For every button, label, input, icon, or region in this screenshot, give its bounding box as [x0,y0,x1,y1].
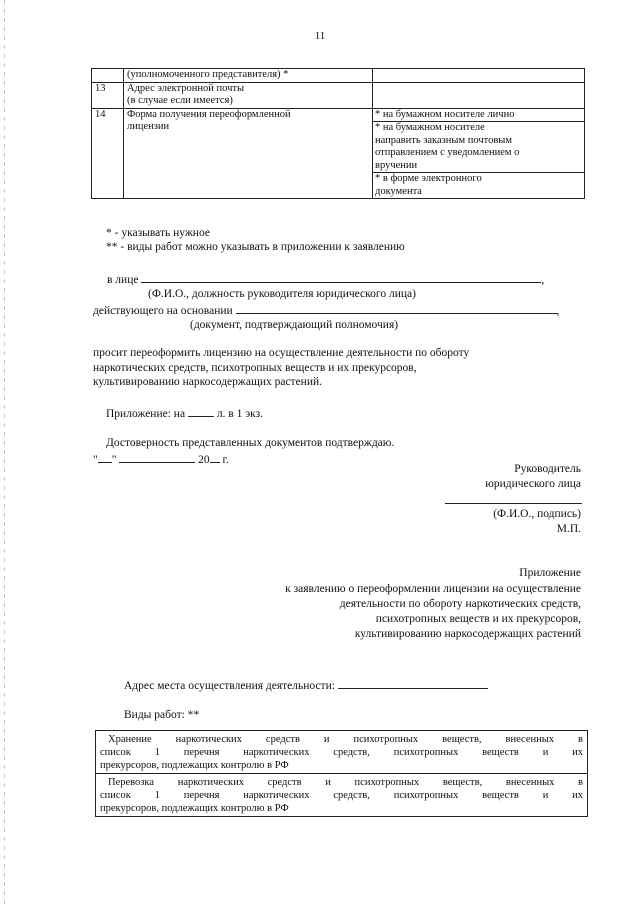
confirmation-text: Достоверность представленных документов подтверждаю. [106,437,395,449]
option-line: * на бумажном носителе лично [375,108,515,120]
appendix-line: к заявлению о переоформлении лицензии на осуществление [285,583,581,595]
works-table [95,730,588,817]
attachment-label: Приложение: на [106,408,186,420]
works-line: прекурсоров, подлежащих контролю в РФ [100,803,289,814]
table-row [92,82,585,108]
table-row [92,69,585,83]
row-label-line: Адрес электронной почты [127,82,245,94]
row-label [124,82,373,108]
signature-field[interactable] [445,503,582,504]
works-line: прекурсоров, подлежащих контролю в РФ [100,760,289,771]
row-label [124,108,373,199]
signature-caption: (Ф.И.О., подпись) [493,508,581,520]
stamp-label: М.П. [556,523,581,535]
option-line: направить заказным почтовым [375,134,512,146]
in-person-comma: , [541,274,545,286]
works-row-transport[interactable] [96,773,587,816]
row-number [92,69,124,83]
page-number: 11 [314,30,326,42]
footnote-select: * - указывать нужное [106,227,210,239]
option-line: вручении [375,159,418,171]
application-table [91,68,585,199]
works-label: Виды работ: ** [124,709,200,721]
delivery-option-electronic[interactable] [373,173,584,198]
delivery-options [373,108,585,199]
date-line [93,451,229,467]
date-month-field[interactable] [119,451,195,463]
works-line: список 1 перечня наркотических средств, психотропных веществ и их [100,747,583,758]
option-line: * на бумажном носителе [375,122,485,133]
appendix-line: культивированию наркосодержащих растений [354,628,581,640]
in-person-caption: (Ф.И.О., должность руководителя юридического лица) [148,288,416,300]
delivery-option-paper-mail[interactable] [373,122,584,173]
works-line: Перевозка наркотических средств и психотропных веществ, внесенных в [108,777,583,788]
table-row [92,108,585,199]
delivery-option-paper-personal[interactable] [373,109,584,123]
appendix-line: деятельности по обороту наркотических средств, [339,598,581,610]
date-day-field[interactable] [98,451,112,463]
acting-basis-field[interactable] [236,302,557,314]
row-label-line: Форма получения переоформленной [127,108,291,120]
works-row-storage[interactable] [96,731,587,773]
attachment-pages-field[interactable] [188,405,214,417]
acting-label: действующего на основании [93,305,233,317]
signatory-title: Руководитель [514,463,581,475]
row-label-line: (в случае если имеется) [127,95,233,106]
appendix-line: психотропных веществ и их прекурсоров, [375,613,581,625]
option-line: отправлением с уведомлением о [375,147,520,158]
request-line: культивированию наркосодержащих растений. [93,376,323,388]
appendix-title: Приложение [519,567,581,579]
in-person-label: в лице [107,274,139,286]
acting-line [93,302,559,318]
attachment-line [106,405,263,421]
date-year-field[interactable] [210,451,220,463]
works-line: список 1 перечня наркотических средств, психотропных веществ и их [100,790,583,801]
acting-comma: , [556,305,560,317]
request-line: просит переоформить лицензию на осуществление деятельности по обороту [93,347,470,359]
in-person-line [107,271,544,287]
scan-edge-line [4,0,5,905]
option-line: * в форме электронного [375,173,482,184]
date-quote-close: " [111,454,117,466]
date-quote-open: " [93,454,98,466]
request-line: наркотических средств, психотропных веществ и их прекурсоров, [93,362,417,374]
row-number: 13 [92,82,124,108]
footnote-works: ** - виды работ можно указывать в приложении к заявлению [106,241,405,253]
date-year-prefix: 20 [198,454,210,466]
row-value [373,82,585,108]
address-field[interactable] [338,677,488,689]
in-person-field[interactable] [141,271,541,283]
row-value [373,69,585,83]
row-label-line: лицензии [127,121,170,132]
row-label: (уполномоченного представителя) * [124,69,373,83]
date-year-suffix: г. [222,454,229,466]
address-line [124,677,488,693]
attachment-suffix: л. в 1 экз. [216,408,264,420]
acting-caption: (документ, подтверждающий полномочия) [190,319,399,331]
option-line: документа [375,185,422,197]
signatory-org: юридического лица [485,478,581,490]
works-line: Хранение наркотических средств и психотропных веществ, внесенных в [108,734,583,745]
row-number: 14 [92,108,124,199]
address-label: Адрес места осуществления деятельности: [124,680,335,692]
